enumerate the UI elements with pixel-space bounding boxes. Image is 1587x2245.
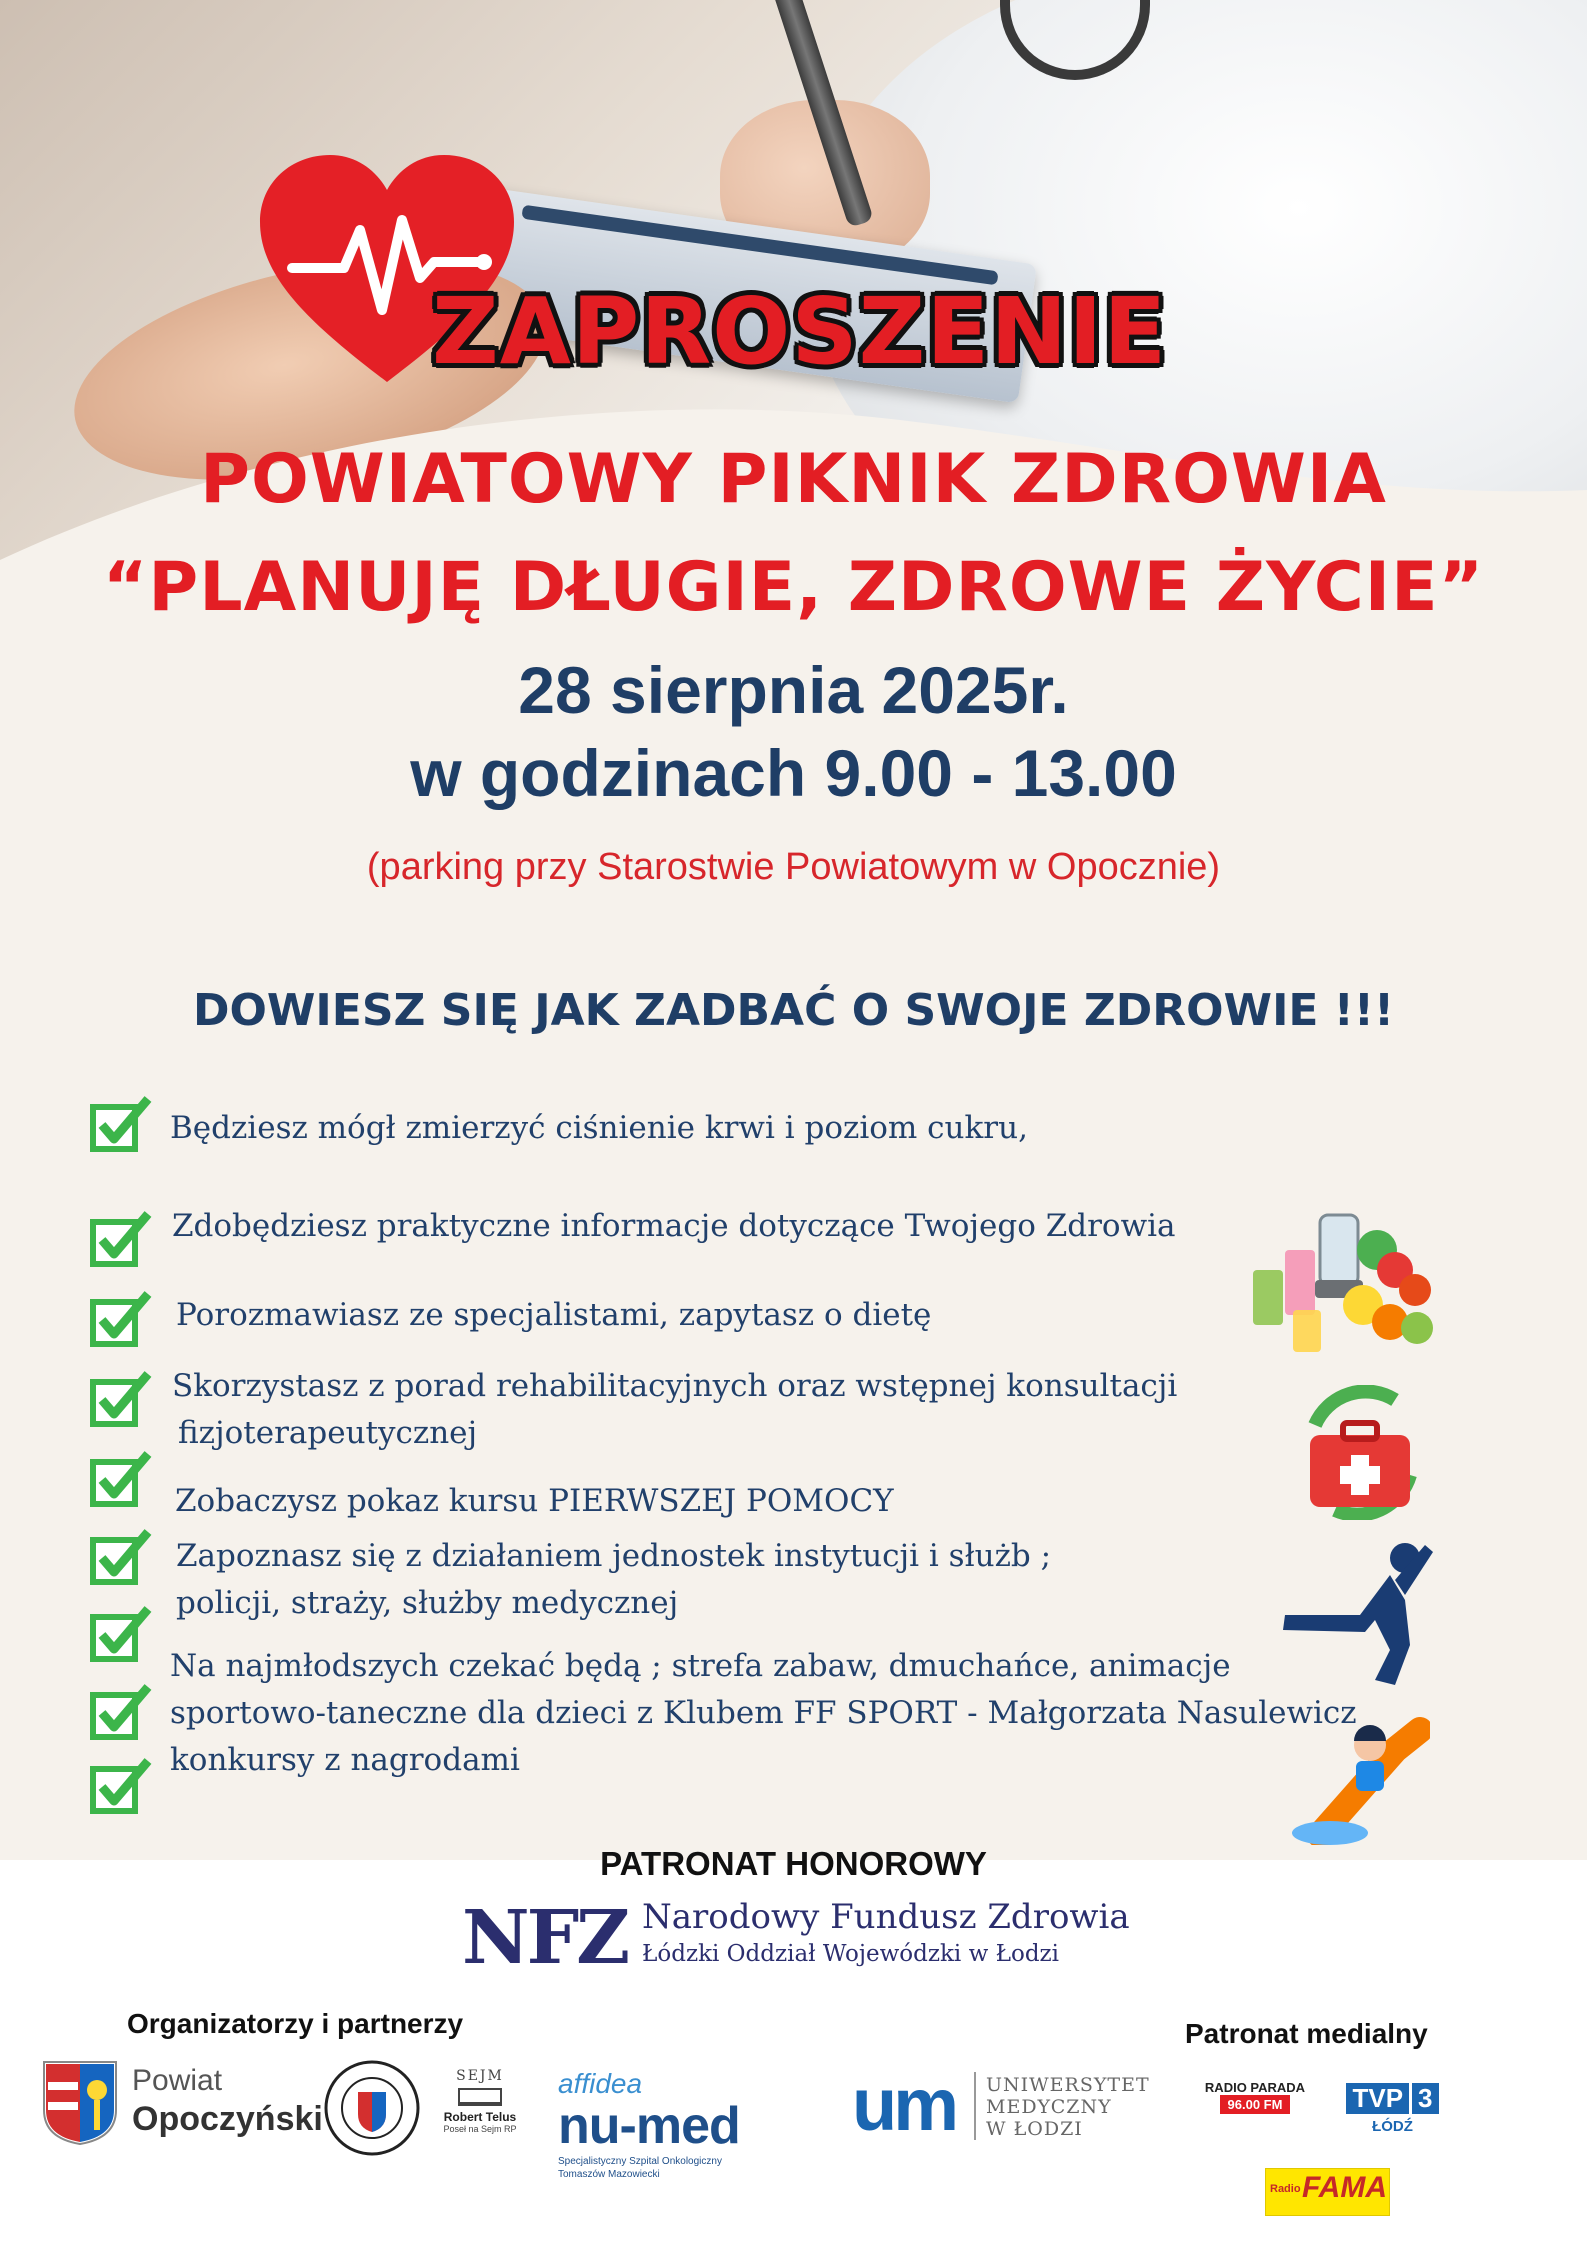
nfz-branch: Łódzki Oddział Wojewódzki w Łodzi [642, 1941, 1060, 1967]
kid-slide-icon [1290, 1715, 1430, 1845]
coat-of-arms-icon [42, 2060, 118, 2145]
sejm-logo [440, 2068, 520, 2153]
hospital-seal-icon [322, 2058, 422, 2158]
um-line2: MEDYCZNY [986, 2096, 1112, 2118]
um-divider [974, 2072, 976, 2140]
tvp-text: TVP [1346, 2083, 1409, 2114]
checkbox-icon [90, 1757, 152, 1815]
tvp-number: 3 [1412, 2083, 1438, 2114]
sejm-name: Robert Telus [443, 2110, 517, 2124]
radio-fama-logo [1265, 2168, 1390, 2216]
um-mark: um [852, 2063, 955, 2146]
list-item: Na najmłodszych czekać będą ; strefa zabaw, dmuchańce, animacje [170, 1648, 1231, 1684]
invitation-title: ZAPROSZENIE [432, 278, 1168, 385]
tvp3-logo [1340, 2083, 1445, 2153]
list-item: Porozmawiasz ze specjalistami, zapytasz o dietę [176, 1297, 932, 1333]
honorary-patronage-label: PATRONAT HONOROWY [600, 1845, 987, 1882]
checkbox-icon [90, 1605, 152, 1663]
checkbox-icon [90, 1528, 152, 1586]
numed-logo [558, 2068, 788, 2178]
nfz-name: Narodowy Fundusz Zdrowia [642, 1897, 1130, 1937]
list-item: Zdobędziesz praktyczne informacje dotyczące Twojego Zdrowia [172, 1208, 1176, 1244]
radio-parada-fm: 96.00 FM [1220, 2095, 1291, 2114]
radio-parada-logo [1200, 2080, 1310, 2125]
nfz-logo-mark: NFZ [462, 1895, 628, 1981]
numed-sub1: Specjalistyczny Szpital Onkologiczny [558, 2156, 722, 2167]
list-item: Będziesz mógł zmierzyć ciśnienie krwi i poziom cukru, [170, 1110, 1028, 1146]
list-item: Skorzystasz z porad rehabilitacyjnych oraz wstępnej konsultacji [172, 1368, 1178, 1404]
numed-sub2: Tomaszów Mazowiecki [558, 2169, 660, 2180]
checkbox-icon [90, 1370, 152, 1428]
affidea-text: affidea [558, 2068, 643, 2099]
list-item: konkursy z nagrodami [170, 1742, 520, 1778]
numed-text: nu-med [558, 2097, 740, 2155]
list-item: Zobaczysz pokaz kursu PIERWSZEJ POMOCY [175, 1483, 894, 1519]
um-line1: UNIWERSYTET [986, 2074, 1150, 2096]
event-slogan: “PLANUJĘ DŁUGIE, ZDROWE ŻYCIE” [102, 548, 1485, 627]
nfz-logo [462, 1895, 1142, 1981]
kicking-figure-icon [1265, 1540, 1435, 1685]
event-date: 28 sierpnia 2025r. [518, 653, 1069, 727]
media-patronage-label: Patronat medialny [1185, 2018, 1428, 2049]
fama-radio-text: Radio [1270, 2183, 1301, 2195]
sejm-label: SEJM [456, 2068, 504, 2084]
organizers-label: Organizatorzy i partnerzy [127, 2008, 464, 2039]
um-lodz-logo [852, 2063, 1152, 2158]
list-item: Zapoznasz się z działaniem jednostek instytucji i służb ; [176, 1538, 1052, 1574]
event-hours: w godzinach 9.00 - 13.00 [410, 736, 1177, 810]
list-item: fizjoterapeutycznej [178, 1415, 478, 1451]
powiat-opoczynski-logo [42, 2060, 323, 2145]
checkbox-icon [90, 1095, 152, 1153]
powiat-line2: Opoczyński [132, 2100, 323, 2138]
list-item: policji, straży, służby medycznej [176, 1585, 679, 1621]
fruits-juice-icon [1245, 1210, 1435, 1355]
fama-text: FAMA [1302, 2171, 1387, 2204]
tvp-city: ŁÓDŹ [1372, 2118, 1413, 2135]
radio-parada-text: RADIO PARADA [1204, 2080, 1306, 2095]
event-place: (parking przy Starostwie Powiatowym w Opocznie) [366, 846, 1221, 888]
section-subtitle: DOWIESZ SIĘ JAK ZADBAĆ O SWOJE ZDROWIE !!! [192, 985, 1395, 1036]
powiat-line1: Powiat [132, 2064, 223, 2097]
sejm-sub: Poseł na Sejm RP [443, 2124, 517, 2134]
checkbox-icon [90, 1450, 152, 1508]
list-item: sportowo-taneczne dla dzieci z Klubem FF SPORT - Małgorzata Nasulewicz [170, 1695, 1357, 1731]
checkbox-icon [90, 1290, 152, 1348]
sejm-building-icon [458, 2088, 502, 2106]
first-aid-kit-icon [1295, 1385, 1430, 1520]
checkbox-icon [90, 1683, 152, 1741]
checkbox-icon [90, 1210, 152, 1268]
um-line3: W ŁODZI [986, 2118, 1083, 2140]
event-name: POWIATOWY PIKNIK ZDROWIA [200, 440, 1387, 519]
